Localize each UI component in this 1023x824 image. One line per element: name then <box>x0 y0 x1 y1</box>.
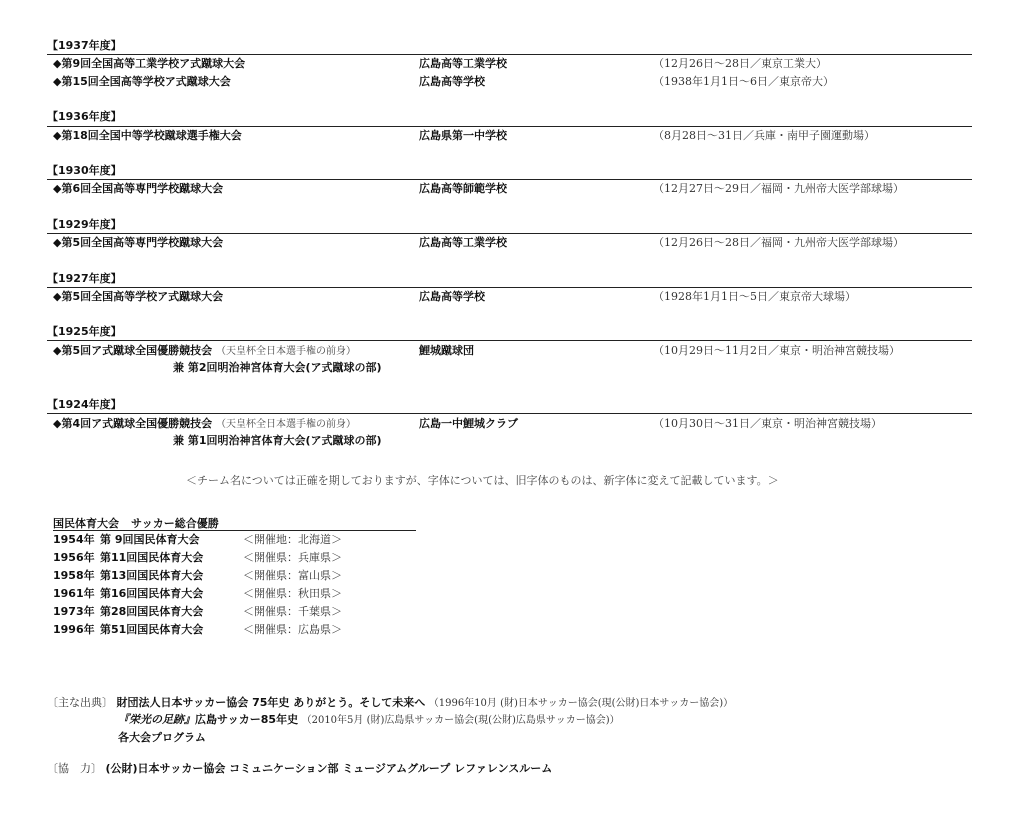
winning-team: 広島高等学校 <box>419 290 485 303</box>
kokutai-place: ＜開催県：兵庫県＞ <box>243 551 342 564</box>
source-line-1 <box>47 695 733 712</box>
kokutai-name: 第28回国民体育大会 <box>100 605 204 618</box>
section-divider <box>47 287 972 288</box>
year-heading-1929: 【1929年度】 <box>47 218 122 231</box>
sources-label: 〔主な出典〕 <box>47 696 113 709</box>
winning-team: 広島高等師範学校 <box>419 182 507 195</box>
kokutai-name: 第 9回国民体育大会 <box>100 533 200 546</box>
source-title: 財団法人日本サッカー協会 75年史 ありがとう。そして未来へ <box>116 696 426 709</box>
event-detail: （10月29日～11月2日／東京・明治神宮競技場） <box>653 344 900 357</box>
kokutai-year: 1973年 <box>53 605 95 618</box>
winning-team: 広島一中鯉城クラブ <box>419 417 518 430</box>
winning-team: 広島県第一中学校 <box>419 129 507 142</box>
event-detail: （1928年1月1日～5日／東京帝大球場） <box>653 290 856 303</box>
year-heading-1936: 【1936年度】 <box>47 110 122 123</box>
kokutai-year: 1996年 <box>53 623 95 636</box>
list-item <box>53 181 973 197</box>
event-subtitle: 兼 第1回明治神宮体育大会(ア式蹴球の部) <box>173 434 382 447</box>
event-detail: （10月30日～31日／東京・明治神宮競技場） <box>653 417 882 430</box>
event-title: ◆第4回ア式蹴球全国優勝競技会 <box>53 417 213 430</box>
kokutai-year: 1961年 <box>53 587 95 600</box>
event-detail: （12月27日～29日／福岡・九州帝大医学部球場） <box>653 182 904 195</box>
list-item <box>53 128 973 144</box>
section-divider <box>47 126 972 127</box>
kokutai-place: ＜開催県：富山県＞ <box>243 569 342 582</box>
winning-team: 広島高等工業学校 <box>419 57 507 70</box>
event-name: ◆第5回全国高等専門学校蹴球大会 <box>53 236 224 249</box>
kokutai-title <box>53 515 231 531</box>
event-name: ◆第15回全国高等学校ア式蹴球大会 <box>53 75 231 88</box>
kokutai-place: ＜開催県：秋田県＞ <box>243 587 342 600</box>
event-note: （天皇杯全日本選手権の前身） <box>215 419 356 430</box>
kokutai-name: 第13回国民体育大会 <box>100 569 204 582</box>
cooperation-line <box>47 761 552 777</box>
event-title: ◆第5回ア式蹴球全国優勝競技会 <box>53 344 213 357</box>
source-note: （2010年5月 (財)広島県サッカー協会(現(公財)広島県サッカー協会)） <box>301 715 620 726</box>
event-name: ◆第18回全国中等学校蹴球選手権大会 <box>53 129 242 142</box>
kokutai-title-sub: サッカー総合優勝 <box>131 517 219 530</box>
source-note: （1996年10月 (財)日本サッカー協会(現(公財)日本サッカー協会)） <box>428 698 734 709</box>
event-detail: （1938年1月1日～6日／東京帝大） <box>653 75 834 88</box>
year-heading-1927: 【1927年度】 <box>47 272 122 285</box>
section-divider <box>47 54 972 55</box>
disclaimer-note: ＜チーム名については正確を期しておりますが、字体については、旧字体のものは、新字体に変えて記載しています。＞ <box>186 474 779 487</box>
kokutai-place: ＜開催地：北海道＞ <box>243 533 342 546</box>
source-title: 『栄光の足跡』 <box>118 713 195 726</box>
year-heading-1937: 【1937年度】 <box>47 39 122 52</box>
event-detail: （8月28日～31日／兵庫・南甲子園運動場） <box>653 129 875 142</box>
event-subtitle: 兼 第2回明治神宮体育大会(ア式蹴球の部) <box>173 361 382 374</box>
event-name: ◆第5回全国高等学校ア式蹴球大会 <box>53 290 224 303</box>
section-divider <box>47 340 972 341</box>
kokutai-name: 第16回国民体育大会 <box>100 587 204 600</box>
kokutai-place: ＜開催県：広島県＞ <box>243 623 342 636</box>
event-detail: （12月26日～28日／東京工業大） <box>653 57 827 70</box>
winning-team: 広島高等工業学校 <box>419 236 507 249</box>
section-divider <box>47 233 972 234</box>
kokutai-title-main: 国民体育大会 <box>53 517 119 530</box>
list-item <box>53 416 973 432</box>
source-line-3: 各大会プログラム <box>118 731 206 744</box>
event-name <box>53 416 356 433</box>
list-item <box>53 74 973 90</box>
kokutai-divider <box>53 530 416 531</box>
kokutai-name: 第11回国民体育大会 <box>100 551 204 564</box>
cooperation-text: (公財)日本サッカー協会 コミュニケーション部 ミュージアムグループ レファレンスルーム <box>105 762 553 775</box>
event-note: （天皇杯全日本選手権の前身） <box>215 346 356 357</box>
winning-team: 鯉城蹴球団 <box>419 344 474 357</box>
event-name <box>53 343 356 360</box>
kokutai-name: 第51回国民体育大会 <box>100 623 204 636</box>
year-heading-1925: 【1925年度】 <box>47 325 122 338</box>
event-detail: （12月26日～28日／福岡・九州帝大医学部球場） <box>653 236 904 249</box>
kokutai-year: 1954年 <box>53 533 95 546</box>
list-item <box>53 289 973 305</box>
kokutai-place: ＜開催県：千葉県＞ <box>243 605 342 618</box>
year-heading-1924: 【1924年度】 <box>47 398 122 411</box>
kokutai-year: 1958年 <box>53 569 95 582</box>
event-name: ◆第6回全国高等専門学校蹴球大会 <box>53 182 224 195</box>
winning-team: 広島高等学校 <box>419 75 485 88</box>
source-subtitle: 広島サッカー85年史 <box>195 713 299 726</box>
list-item <box>53 235 973 251</box>
year-heading-1930: 【1930年度】 <box>47 164 122 177</box>
kokutai-year: 1956年 <box>53 551 95 564</box>
list-item <box>53 56 973 72</box>
cooperation-label: 〔協 力〕 <box>47 762 102 775</box>
event-name: ◆第9回全国高等工業学校ア式蹴球大会 <box>53 57 246 70</box>
source-line-2 <box>118 712 620 729</box>
list-item <box>53 343 973 359</box>
section-divider <box>47 413 972 414</box>
section-divider <box>47 179 972 180</box>
